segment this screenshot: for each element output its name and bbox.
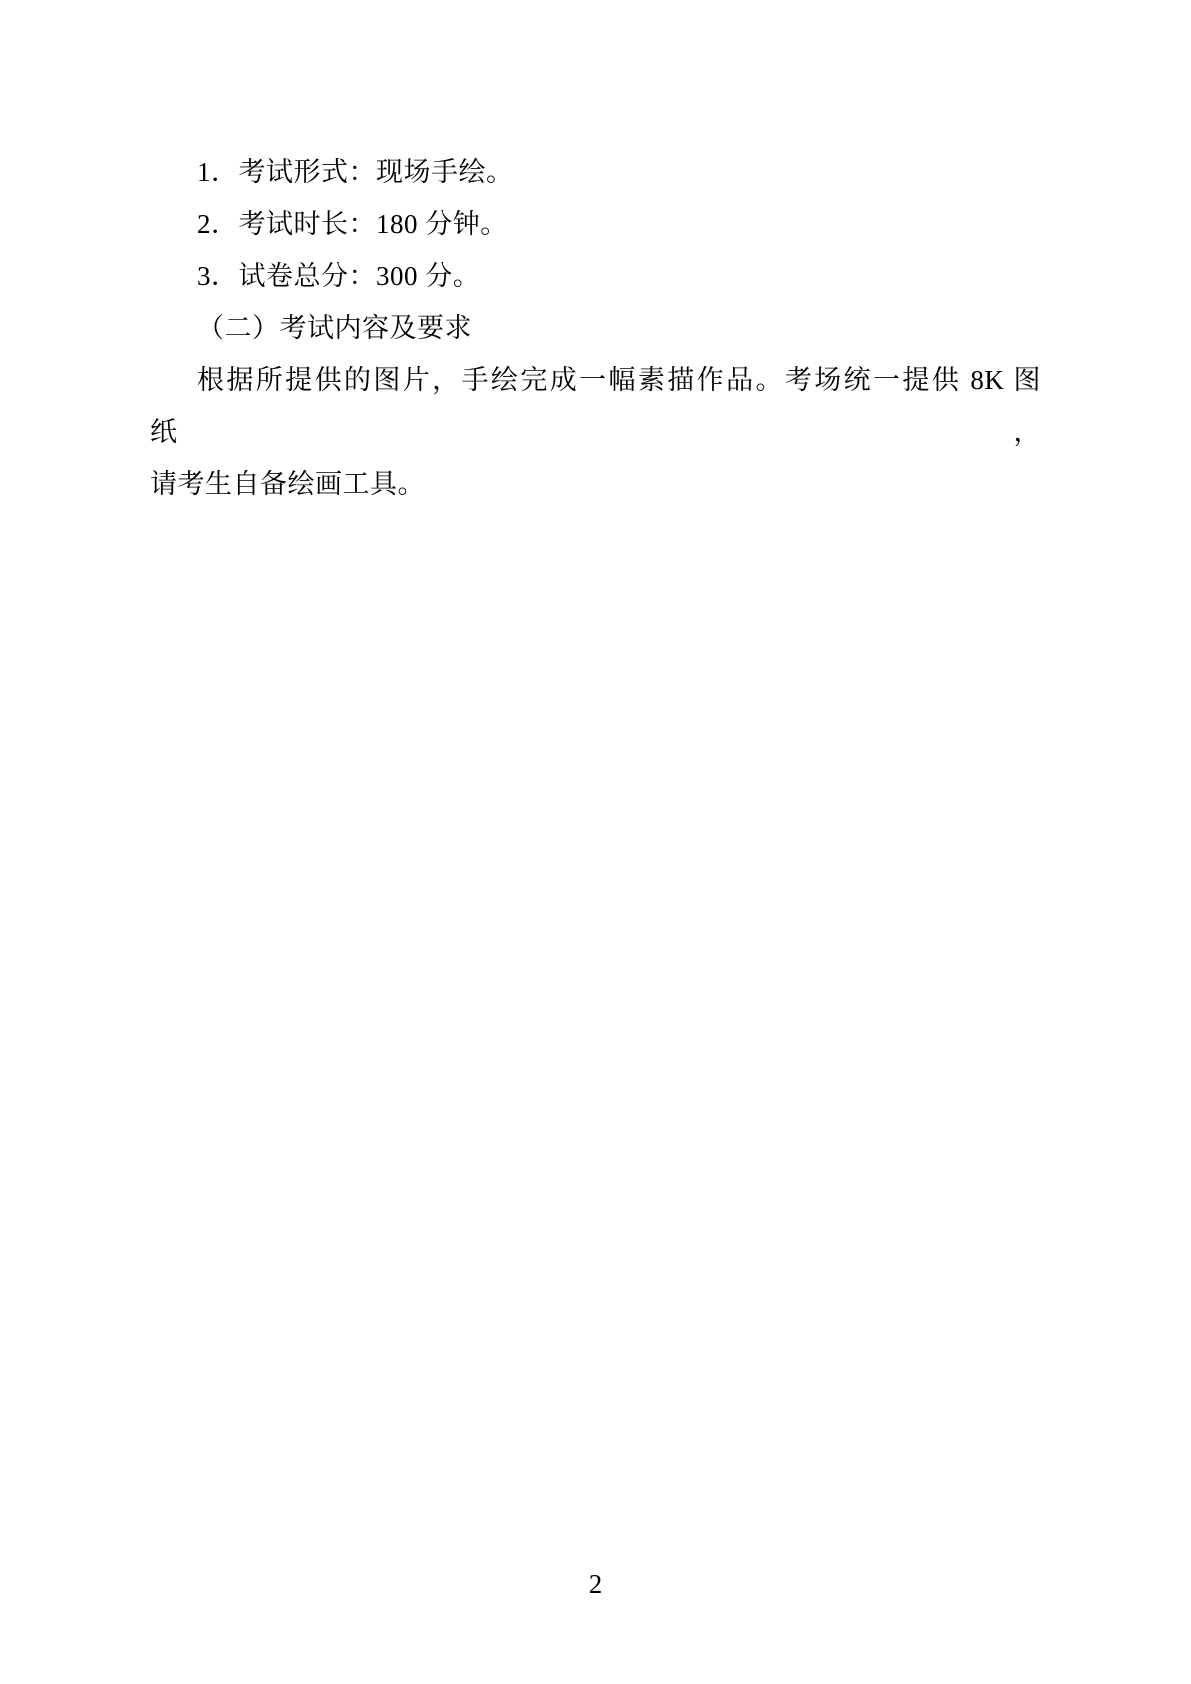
paragraph-line-1: 根据所提供的图片，手绘完成一幅素描作品。考场统一提供 8K 图纸， — [150, 365, 1041, 447]
section-heading-exam-content-requirements: （二）考试内容及要求 — [197, 313, 472, 343]
document-body — [150, 146, 1041, 510]
list-item-1-exam-format: 1．考试形式：现场手绘。 — [197, 157, 514, 187]
list-item-2-exam-duration: 2．考试时长：180 分钟。 — [197, 209, 508, 239]
page-number: 2 — [588, 1569, 603, 1599]
paragraph-line-2: 请考生自备绘画工具。 — [150, 469, 425, 499]
list-item-3-total-score: 3．试卷总分：300 分。 — [197, 261, 481, 291]
